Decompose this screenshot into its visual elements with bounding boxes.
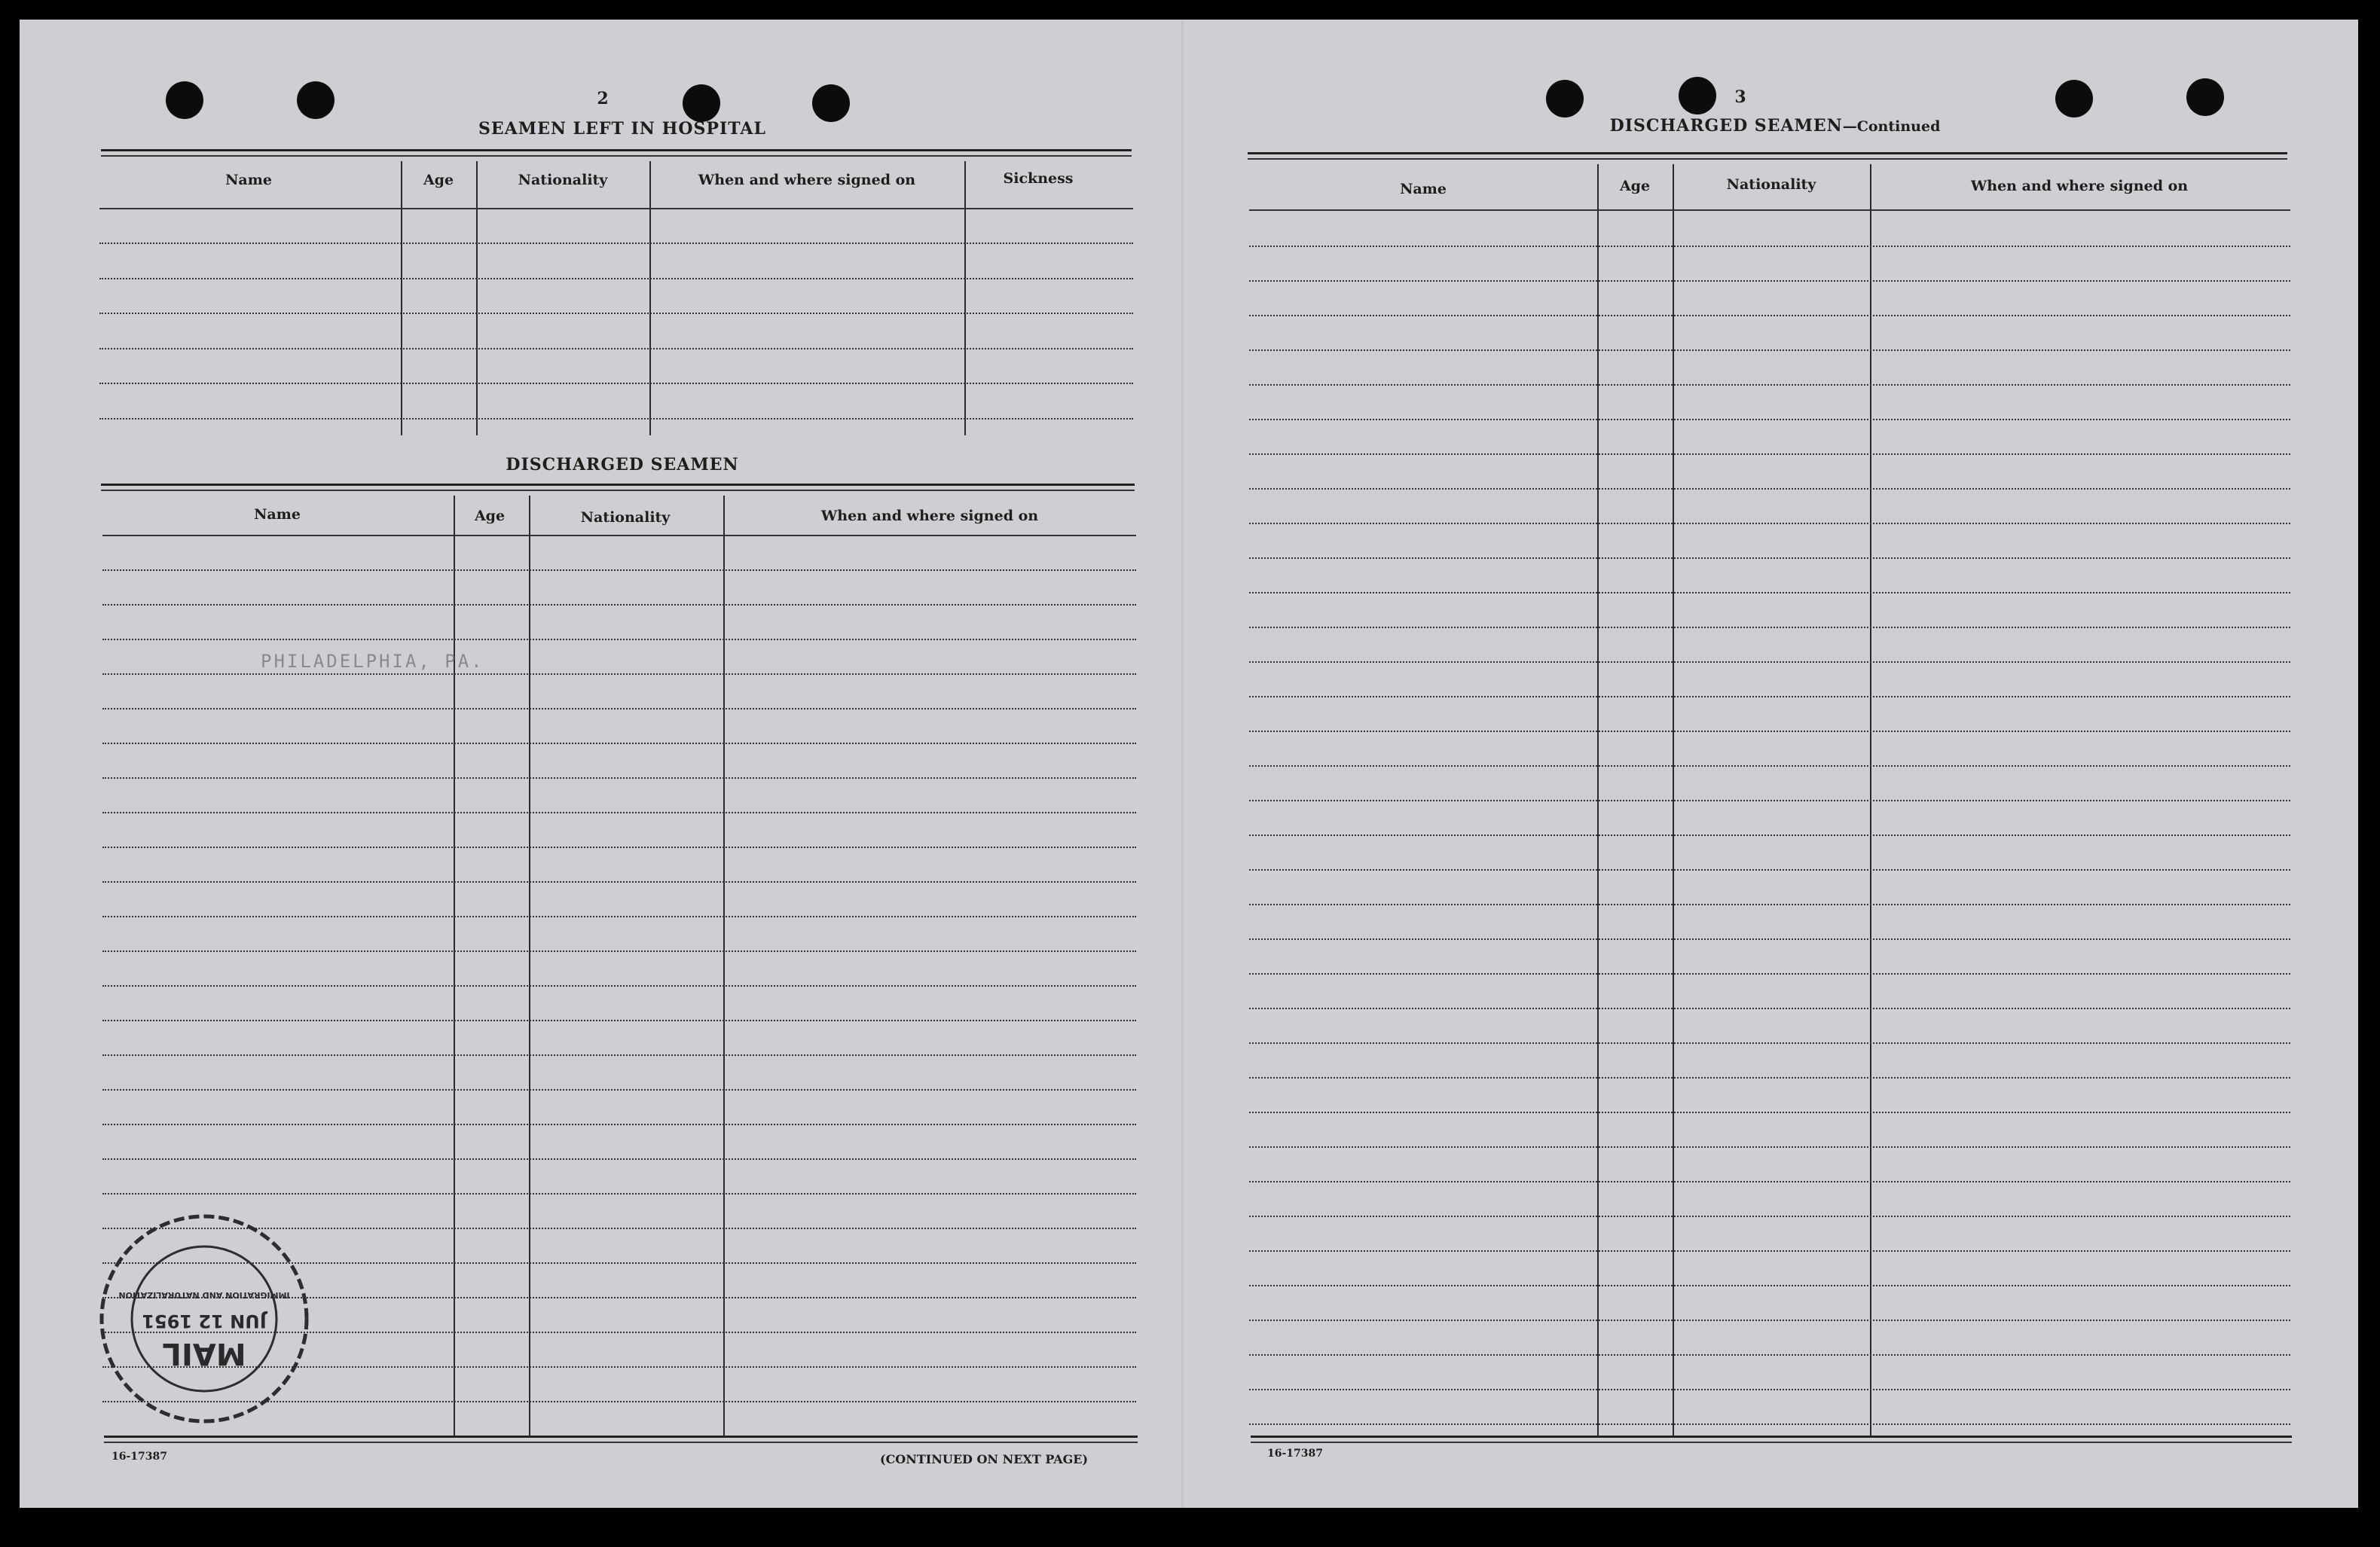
- page-number-right: 3: [1734, 87, 1746, 107]
- ruled-line: [102, 1020, 1136, 1021]
- ruled-line: [102, 1193, 1136, 1195]
- ruled-line: [1249, 384, 2290, 386]
- right-top-rule: [1248, 152, 2287, 154]
- hospital-header-sickness: Sickness: [1003, 170, 1074, 187]
- hospital-top-rule: [101, 155, 1132, 157]
- hospital-header-age: Age: [423, 172, 454, 188]
- ruled-line: [102, 1124, 1136, 1125]
- ruled-line: [1249, 1285, 2290, 1286]
- page-fold: [1181, 20, 1184, 1508]
- hospital-column-divider: [476, 161, 478, 435]
- ruled-line: [1249, 973, 2290, 975]
- mail-received-stamp: [95, 1210, 313, 1428]
- stamp-agency: IMMIGRATION AND NATURALIZATION: [118, 1290, 290, 1300]
- ruled-line: [1249, 315, 2290, 316]
- ruled-line: [1249, 1112, 2290, 1113]
- ruled-line: [102, 604, 1136, 606]
- ruled-line: [102, 743, 1136, 744]
- form-code-right: 16-17387: [1267, 1448, 1323, 1460]
- hospital-section-title: SEAMEN LEFT IN HOSPITAL: [478, 119, 766, 139]
- discharged-header-signed-on: When and where signed on: [820, 508, 1039, 524]
- ruled-line: [99, 348, 1133, 349]
- ruled-line: [102, 639, 1136, 640]
- continued-note: (CONTINUED ON NEXT PAGE): [880, 1452, 1089, 1466]
- ruled-line: [102, 777, 1136, 779]
- page-number-left: 2: [597, 89, 609, 108]
- ruled-line: [102, 985, 1136, 987]
- discharged-header-rule: [102, 535, 1136, 536]
- right-bottom-rule: [1251, 1442, 2292, 1443]
- ruled-line: [102, 673, 1136, 675]
- ruled-line: [1249, 1250, 2290, 1252]
- discharged-column-divider: [454, 496, 455, 1436]
- hospital-column-divider: [964, 161, 966, 435]
- ruled-line: [1249, 696, 2290, 697]
- ruled-line: [102, 1054, 1136, 1056]
- ruled-line: [1249, 765, 2290, 767]
- hospital-top-rule: [101, 149, 1132, 151]
- ruled-line: [1249, 453, 2290, 455]
- discharged-top-rule: [101, 484, 1135, 486]
- ruled-line: [1249, 1216, 2290, 1217]
- binder-hole: [683, 84, 720, 122]
- ruled-line: [1249, 349, 2290, 351]
- hospital-header-name: Name: [225, 172, 272, 188]
- binder-hole: [2186, 78, 2224, 116]
- faint-typed-location: PHILADELPHIA, PA.: [261, 651, 484, 672]
- hospital-header-rule: [99, 208, 1133, 209]
- form-code-left: 16-17387: [112, 1451, 167, 1463]
- ruled-line: [102, 916, 1136, 917]
- ruled-line: [1249, 731, 2290, 732]
- ruled-line: [1249, 1181, 2290, 1182]
- ruled-line: [1249, 246, 2290, 247]
- ruled-line: [99, 418, 1133, 420]
- discharged-top-rule: [101, 490, 1135, 491]
- ruled-line: [1249, 835, 2290, 836]
- binder-hole: [297, 81, 335, 119]
- ruled-line: [1249, 800, 2290, 801]
- ruled-line: [99, 313, 1133, 314]
- ruled-line: [102, 812, 1136, 813]
- ruled-line: [1249, 280, 2290, 282]
- ruled-line: [1249, 1146, 2290, 1148]
- ruled-line: [99, 243, 1133, 244]
- title-suffix: —Continued: [1842, 118, 1941, 135]
- ruled-line: [102, 1089, 1136, 1091]
- title-text: DISCHARGED SEAMEN: [1609, 116, 1843, 136]
- ruled-line: [1249, 1008, 2290, 1009]
- discharged-header-age: Age: [474, 508, 506, 524]
- hospital-header-nationality: Nationality: [518, 172, 608, 188]
- stamp-date: JUN 12 1951: [142, 1311, 267, 1332]
- right-header-signed-on: When and where signed on: [1970, 178, 2189, 194]
- ruled-line: [102, 950, 1136, 952]
- ruled-line: [1249, 1354, 2290, 1356]
- ruled-line: [1249, 557, 2290, 559]
- discharged-header-name: Name: [254, 506, 301, 523]
- ruled-line: [102, 847, 1136, 848]
- binder-hole: [1546, 80, 1584, 117]
- ledger-sheet: [20, 20, 2358, 1508]
- right-header-name: Name: [1400, 181, 1447, 197]
- discharged-column-divider: [529, 496, 530, 1436]
- ruled-line: [102, 881, 1136, 883]
- ruled-line: [1249, 904, 2290, 905]
- ruled-line: [1249, 1077, 2290, 1079]
- binder-hole: [166, 81, 203, 119]
- ruled-line: [99, 383, 1133, 384]
- ruled-line: [1249, 1042, 2290, 1044]
- right-bottom-rule: [1251, 1436, 2292, 1438]
- right-header-nationality: Nationality: [1726, 176, 1816, 193]
- hospital-column-divider: [401, 161, 402, 435]
- binder-hole: [2055, 80, 2093, 117]
- left-bottom-rule: [104, 1442, 1138, 1443]
- right-top-rule: [1248, 158, 2287, 160]
- ruled-line: [1249, 592, 2290, 593]
- right-header-rule: [1249, 209, 2290, 211]
- ruled-line: [102, 569, 1136, 571]
- discharged-continued-title: [1557, 116, 1994, 136]
- ruled-line: [1249, 523, 2290, 524]
- ruled-line: [102, 1158, 1136, 1160]
- left-bottom-rule: [104, 1436, 1138, 1438]
- ruled-line: [1249, 1389, 2290, 1390]
- ruled-line: [1249, 869, 2290, 871]
- hospital-header-signed-on: When and where signed on: [698, 172, 916, 188]
- discharged-column-divider: [723, 496, 725, 1436]
- ruled-line: [1249, 938, 2290, 940]
- ruled-line: [102, 708, 1136, 709]
- hospital-column-divider: [649, 161, 651, 435]
- ruled-line: [1249, 661, 2290, 663]
- ruled-line: [99, 278, 1133, 279]
- binder-hole: [812, 84, 850, 122]
- discharged-header-nationality: Nationality: [580, 509, 671, 526]
- stamp-word: MAIL: [162, 1336, 246, 1371]
- ruled-line: [1249, 488, 2290, 490]
- ruled-line: [1249, 627, 2290, 628]
- discharged-section-title: DISCHARGED SEAMEN: [506, 455, 739, 474]
- right-header-age: Age: [1619, 178, 1651, 194]
- ruled-line: [1249, 1320, 2290, 1321]
- ruled-line: [1249, 1423, 2290, 1425]
- ruled-line: [1249, 419, 2290, 420]
